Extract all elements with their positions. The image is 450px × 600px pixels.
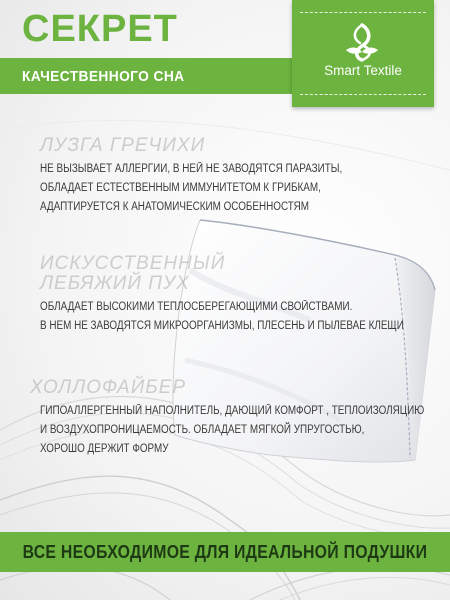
footer-slogan: ВСЕ НЕОБХОДИМОЕ ДЛЯ ИДЕАЛЬНОЙ ПОДУШКИ bbox=[22, 541, 428, 562]
section-title-buckwheat: ЛУЗГА ГРЕЧИХИ bbox=[40, 135, 206, 156]
section-text-buckwheat bbox=[40, 160, 342, 217]
logo-text: Smart Textile bbox=[324, 63, 402, 78]
text-line: И ВОЗДУХОПРОНИЦАЕМОСТЬ. ОБЛАДАЕТ МЯГКОЙ УПРУГОСТЬЮ, bbox=[40, 424, 365, 436]
section-title-swan-down bbox=[40, 254, 225, 294]
section-text-swan-down bbox=[40, 298, 404, 336]
text-line: ХОРОШО ДЕРЖИТ ФОРМУ bbox=[40, 443, 169, 455]
text-line: АДАПТИРУЕТСЯ К АНАТОМИЧЕСКИМ ОСОБЕННОСТЯМ bbox=[40, 201, 309, 213]
section-title-line: ИСКУССТВЕННЫЙ bbox=[40, 253, 226, 274]
section-title-line: ЛЕБЯЖИЙ ПУХ bbox=[40, 273, 190, 294]
text-line: ОБЛАДАЕТ ЕСТЕСТВЕННЫМ ИММУНИТЕТОМ К ГРИБКАМ, bbox=[40, 182, 321, 194]
subtitle-banner bbox=[0, 58, 300, 94]
leaf-s-icon bbox=[342, 22, 382, 62]
page-subtitle: КАЧЕСТВЕННОГО СНА bbox=[22, 67, 185, 85]
section-text-hollofiber bbox=[40, 402, 424, 459]
text-line: В НЕМ НЕ ЗАВОДЯТСЯ МИКРООРГАНИЗМЫ, ПЛЕСЕНЬ И ПЫЛЕВАЕ КЛЕЩИ bbox=[40, 320, 404, 332]
logo-divider bbox=[300, 12, 426, 13]
brand-logo bbox=[292, 0, 434, 107]
page-title: СЕКРЕТ bbox=[22, 8, 178, 50]
text-line: НЕ ВЫЗЫВАЕТ АЛЛЕРГИИ, В НЕЙ НЕ ЗАВОДЯТСЯ ПАРАЗИТЫ, bbox=[40, 163, 343, 175]
text-line: ГИПОАЛЛЕРГЕННЫЙ НАПОЛНИТЕЛЬ, ДАЮЩИЙ КОМФОРТ , ТЕПЛОИЗОЛЯЦИЮ bbox=[40, 405, 425, 417]
footer-banner bbox=[0, 532, 450, 572]
logo-divider bbox=[300, 94, 426, 95]
text-line: ОБЛАДАЕТ ВЫСОКИМИ ТЕПЛОСБЕРЕГАЮЩИМИ СВОЙСТВАМИ. bbox=[40, 301, 353, 313]
section-title-hollofiber: ХОЛЛОФАЙБЕР bbox=[30, 377, 187, 398]
